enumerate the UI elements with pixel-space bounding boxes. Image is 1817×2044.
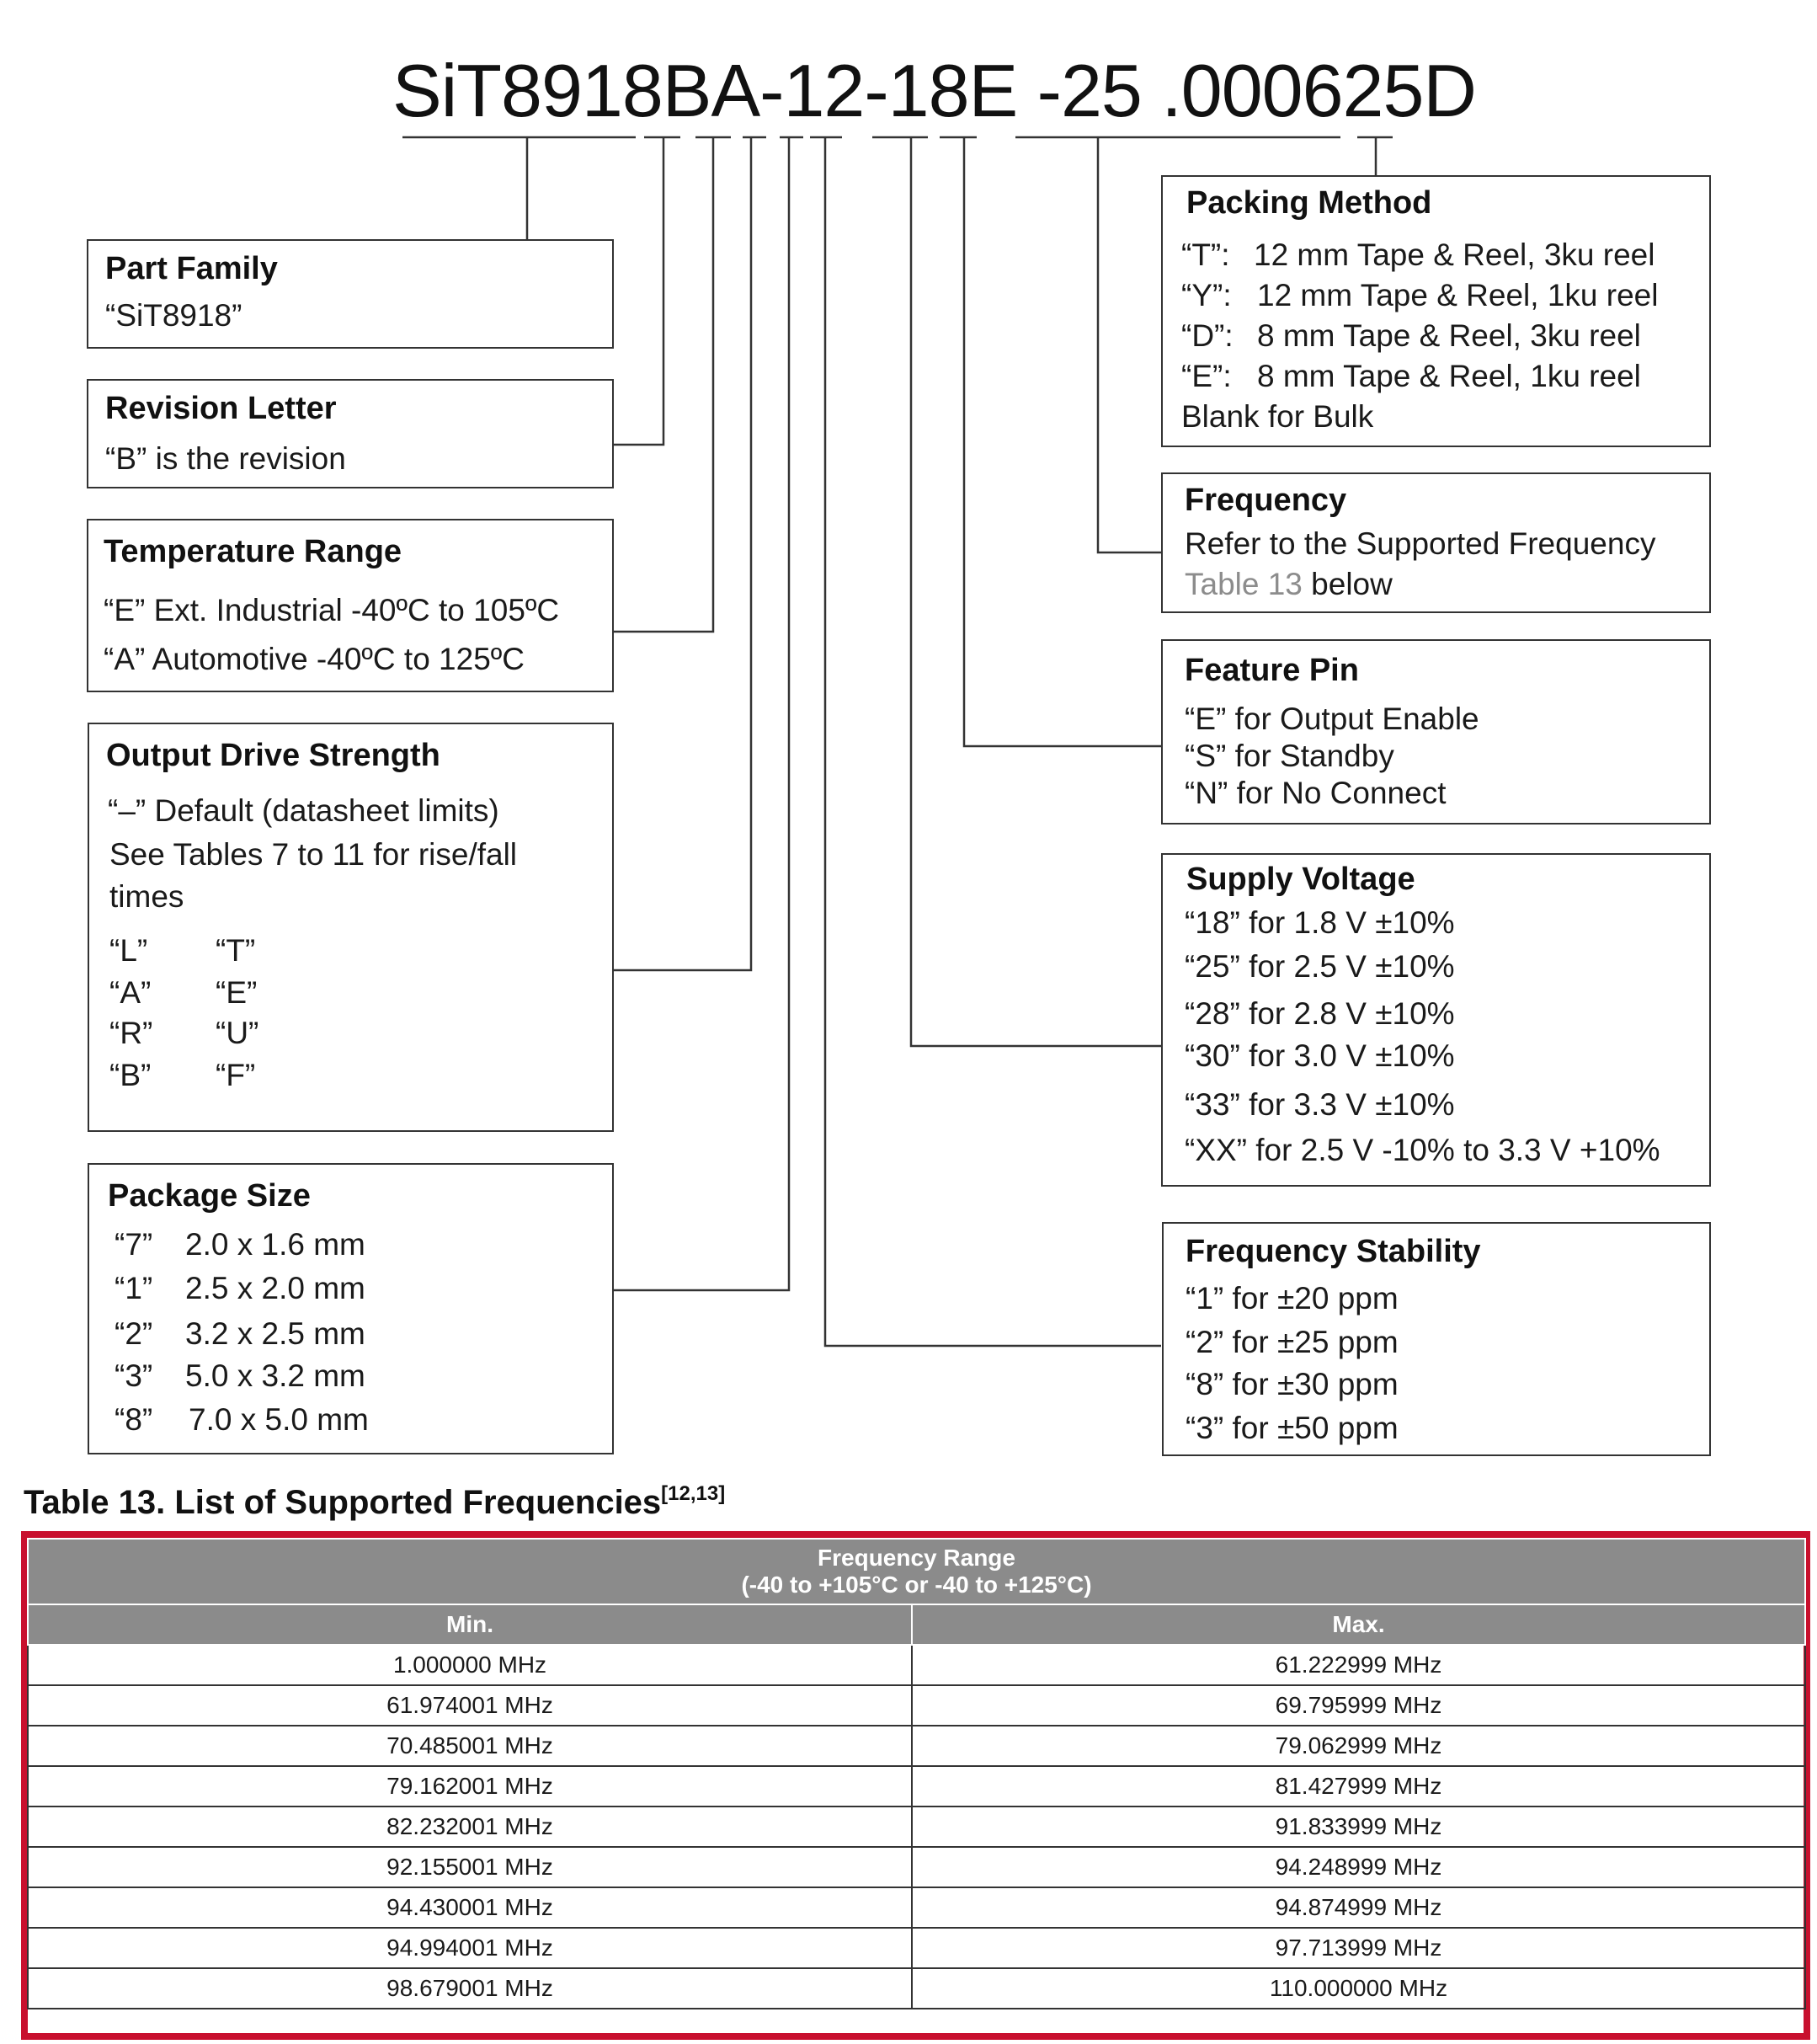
feature-pin-standby: “S” for Standby [1185, 739, 1394, 773]
package-code-3: “3” [115, 1358, 153, 1393]
package-code-8: “8” [115, 1402, 153, 1437]
output-drive-strength-box [88, 723, 614, 1132]
min-frequency-cell: 70.485001 MHz [28, 1726, 912, 1766]
max-frequency-cell: 97.713999 MHz [912, 1928, 1805, 1968]
supply-voltage-18: “18” for 1.8 V ±10% [1185, 905, 1455, 940]
packing-code-e: “E”: [1181, 359, 1232, 393]
max-frequency-cell: 69.795999 MHz [912, 1685, 1805, 1726]
package-size-7: 2.0 x 1.6 mm [185, 1227, 365, 1262]
output-drive-note-1: See Tables 7 to 11 for rise/fall [109, 837, 518, 872]
min-frequency-cell: 92.155001 MHz [28, 1847, 912, 1887]
max-frequency-cell: 94.874999 MHz [912, 1887, 1805, 1928]
table-row [28, 1685, 1805, 1726]
feature-pin-box [1161, 639, 1711, 825]
table-caption [24, 1484, 725, 1522]
part-family-title: Part Family [105, 251, 278, 286]
table-row [28, 1645, 1805, 1685]
supply-voltage-title: Supply Voltage [1186, 862, 1415, 897]
table-row [28, 1928, 1805, 1968]
revision-letter-box [87, 379, 614, 488]
feature-pin-title: Feature Pin [1185, 653, 1359, 688]
table-header-max: Max. [912, 1604, 1805, 1645]
table-row [28, 1766, 1805, 1807]
min-frequency-cell: 98.679001 MHz [28, 1968, 912, 2009]
supply-voltage-30: “30” for 3.0 V ±10% [1185, 1038, 1455, 1073]
supply-voltage-box [1161, 853, 1711, 1187]
table-header-min: Min. [28, 1604, 912, 1645]
drive-code-e: “E” [216, 975, 258, 1010]
table-row [28, 1887, 1805, 1928]
revision-letter-title: Revision Letter [105, 391, 337, 426]
drive-code-a: “A” [109, 975, 152, 1010]
supply-voltage-33: “33” for 3.3 V ±10% [1185, 1087, 1455, 1122]
table-caption-text: Table 13. List of Supported Frequencies [24, 1484, 662, 1521]
part-number: SiT8918BA-12-18E -25 .000625D [392, 49, 1476, 132]
min-frequency-cell: 61.974001 MHz [28, 1685, 912, 1726]
table-header-range [28, 1539, 1805, 1604]
table-header-line2: (-40 to +105°C or -40 to +125°C) [741, 1572, 1092, 1598]
package-code-1: “1” [115, 1271, 153, 1305]
package-size-title: Package Size [108, 1178, 311, 1214]
packing-code-t: “T”: [1181, 237, 1230, 272]
max-frequency-cell: 79.062999 MHz [912, 1726, 1805, 1766]
drive-code-l: “L” [109, 933, 148, 968]
stability-30ppm: “8” for ±30 ppm [1186, 1367, 1399, 1401]
packing-desc-y: 12 mm Tape & Reel, 1ku reel [1257, 278, 1659, 312]
temperature-range-title: Temperature Range [104, 534, 402, 569]
packing-desc-d: 8 mm Tape & Reel, 3ku reel [1257, 318, 1641, 353]
packing-code-d: “D”: [1181, 318, 1234, 353]
table-row [28, 1726, 1805, 1766]
output-drive-strength-title: Output Drive Strength [106, 738, 440, 773]
drive-code-b: “B” [109, 1058, 152, 1092]
table-body [28, 1645, 1805, 2009]
package-size-box [88, 1163, 614, 1454]
min-frequency-cell: 79.162001 MHz [28, 1766, 912, 1807]
frequency-title: Frequency [1185, 483, 1347, 518]
temperature-range-auto: “A” Automotive -40ºC to 125ºC [104, 642, 525, 676]
package-code-7: “7” [115, 1227, 153, 1262]
part-family-value: “SiT8918” [105, 298, 242, 333]
table-row [28, 1807, 1805, 1847]
packing-desc-t: 12 mm Tape & Reel, 3ku reel [1254, 237, 1655, 272]
min-frequency-cell: 94.430001 MHz [28, 1887, 912, 1928]
package-size-3: 5.0 x 3.2 mm [185, 1358, 365, 1393]
package-size-2: 3.2 x 2.5 mm [185, 1316, 365, 1351]
temperature-range-ext: “E” Ext. Industrial -40ºC to 105ºC [104, 593, 560, 627]
stability-50ppm: “3” for ±50 ppm [1186, 1411, 1399, 1445]
max-frequency-cell: 110.000000 MHz [912, 1968, 1805, 2009]
max-frequency-cell: 94.248999 MHz [912, 1847, 1805, 1887]
revision-letter-value: “B” is the revision [105, 441, 346, 476]
stability-20ppm: “1” for ±20 ppm [1186, 1281, 1399, 1316]
drive-code-u: “U” [216, 1016, 259, 1050]
table-header-line1: Frequency Range [818, 1545, 1015, 1571]
frequency-refer: Refer to the Supported Frequency [1185, 526, 1656, 561]
supply-voltage-28: “28” for 2.8 V ±10% [1185, 996, 1455, 1031]
frequency-box [1161, 472, 1711, 613]
stability-25ppm: “2” for ±25 ppm [1186, 1325, 1399, 1359]
drive-code-t: “T” [216, 933, 256, 968]
max-frequency-cell: 61.222999 MHz [912, 1645, 1805, 1685]
supply-voltage-xx: “XX” for 2.5 V -10% to 3.3 V +10% [1185, 1133, 1660, 1167]
table-13-link[interactable]: Table 13 [1185, 567, 1303, 601]
table-row [28, 1968, 1805, 2009]
feature-pin-enable: “E” for Output Enable [1185, 702, 1479, 736]
frequency-table-ref [1185, 567, 1393, 602]
supply-voltage-25: “25” for 2.5 V ±10% [1185, 949, 1455, 984]
temperature-range-box [87, 519, 614, 692]
table-caption-refs: [12,13] [661, 1482, 726, 1505]
drive-code-f: “F” [216, 1058, 256, 1092]
package-size-1: 2.5 x 2.0 mm [185, 1271, 365, 1305]
packing-blank-bulk: Blank for Bulk [1181, 399, 1374, 434]
drive-code-r: “R” [109, 1016, 153, 1050]
packing-method-title: Packing Method [1186, 185, 1432, 221]
feature-pin-nc: “N” for No Connect [1185, 776, 1447, 810]
packing-method-box [1161, 175, 1711, 447]
part-family-box [87, 239, 614, 349]
package-size-8: 7.0 x 5.0 mm [189, 1402, 369, 1437]
table-row [28, 1847, 1805, 1887]
min-frequency-cell: 82.232001 MHz [28, 1807, 912, 1847]
package-code-2: “2” [115, 1316, 153, 1351]
output-drive-default: “–” Default (datasheet limits) [108, 793, 499, 828]
max-frequency-cell: 81.427999 MHz [912, 1766, 1805, 1807]
min-frequency-cell: 1.000000 MHz [28, 1645, 912, 1685]
frequency-stability-box [1162, 1222, 1711, 1456]
frequency-stability-title: Frequency Stability [1186, 1234, 1481, 1269]
frequency-table [27, 1538, 1806, 2009]
max-frequency-cell: 91.833999 MHz [912, 1807, 1805, 1847]
output-drive-note-2: times [109, 879, 184, 914]
packing-desc-e: 8 mm Tape & Reel, 1ku reel [1257, 359, 1641, 393]
min-frequency-cell: 94.994001 MHz [28, 1928, 912, 1968]
frequency-below: below [1311, 567, 1393, 601]
packing-code-y: “Y”: [1181, 278, 1232, 312]
